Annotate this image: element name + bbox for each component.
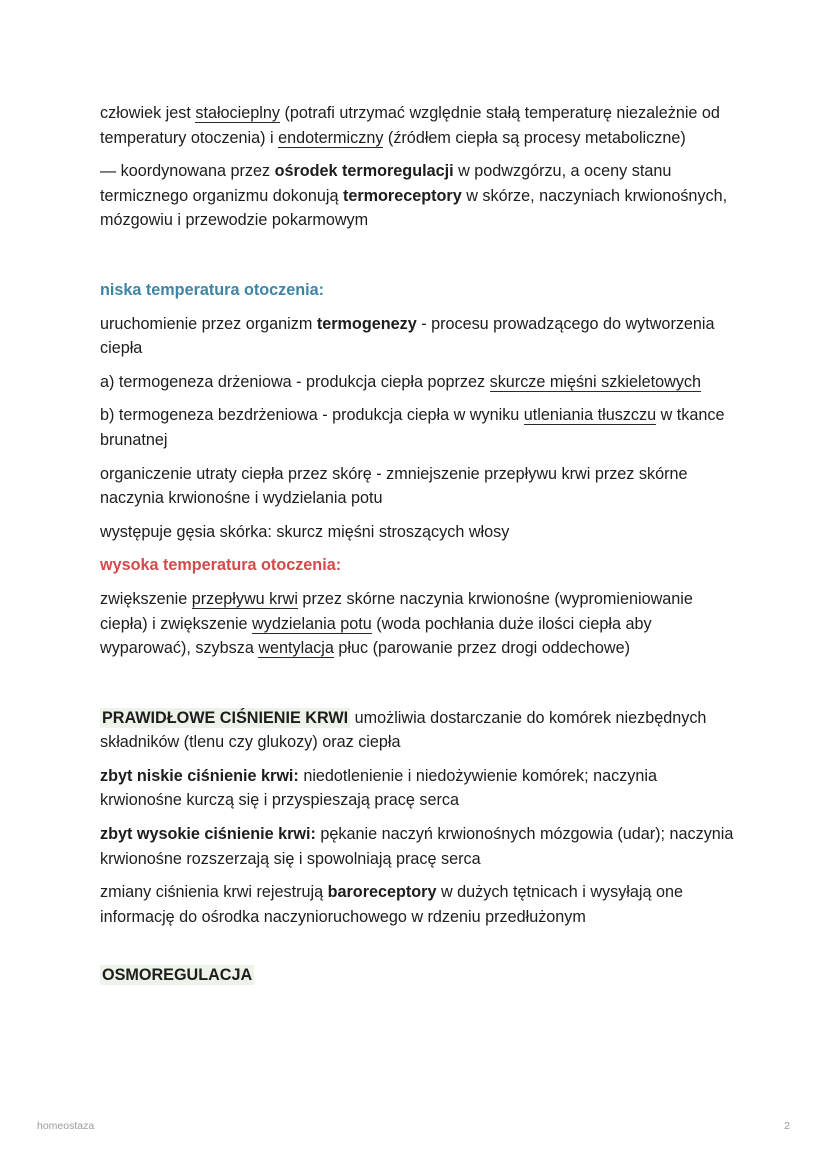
paragraph-wysokie-cisnienie: zbyt wysokie ciśnienie krwi: pękanie naczyń krwionośnych mózgowia (udar); naczynia krwionośne rozszerzają się i spowolniają pracę serca — [100, 825, 734, 868]
underlined-term: utleniania tłuszczu — [523, 406, 657, 425]
paragraph-cisnienie: PRAWIDŁOWE CIŚNIENIE KRWI umożliwia dostarczanie do komórek niezbędnych składników (tlenu czy glukozy) oraz ciepła — [100, 708, 707, 752]
low-temperature-heading: niska temperatura otoczenia: — [100, 280, 324, 299]
paragraph-wysoka-temperatura: zwiększenie przepływu krwi przez skórne naczynia krwionośne (wypromieniowanie ciepła) i zwiększenie wydzielania potu (woda pochłania duże ilości ciepła aby wyparować), szybsza wentylacja płuc (parowanie przez drogi oddechowe) — [100, 589, 693, 658]
paragraph-bezdrzeniowa: b) termogeneza bezdrżeniowa - produkcja ciepła w wyniku utleniania tłuszczu w tkance brunatnej — [100, 406, 725, 449]
footer-document-name: homeostaza — [37, 1120, 95, 1132]
bold-term: zbyt niskie ciśnienie krwi: — [100, 766, 299, 785]
underlined-term: przepływu krwi — [191, 589, 298, 608]
bold-term: termoreceptory — [342, 186, 462, 205]
paragraph-niskie-cisnienie: zbyt niskie ciśnienie krwi: niedotlenienie i niedożywienie komórek; naczynia krwionośne kurczą się i przyspieszają pracę serca — [100, 766, 657, 810]
document-body — [100, 101, 740, 997]
paragraph-stalocieplny: człowiek jest stałocieplny (potrafi utrzymać względnie stałą temperaturę niezależnie od temperatury otoczenia) i endotermiczny (źródłem ciepła są procesy metaboliczne) — [100, 104, 720, 147]
paragraph-termogeneza: uruchomienie przez organizm termogenezy - procesu prowadzącego do wytworzenia ciepła — [100, 314, 715, 358]
highlighted-heading: PRAWIDŁOWE CIŚNIENIE KRWI — [102, 708, 349, 727]
osmoregulation-heading — [100, 963, 740, 988]
highlighted-heading: OSMOREGULACJA — [102, 966, 253, 985]
underlined-term: endotermiczny — [278, 128, 384, 147]
bold-term: termogenezy — [316, 314, 417, 333]
bold-term: ośrodek termoregulacji — [274, 162, 454, 181]
bold-term: zbyt wysokie ciśnienie krwi: — [100, 825, 316, 844]
underlined-term: wydzielania potu — [252, 614, 372, 633]
underlined-term: stałocieplny — [195, 104, 280, 122]
high-temperature-heading: wysoka temperatura otoczenia: — [100, 556, 342, 575]
paragraph-termoregulacja: — koordynowana przez ośrodek termoregulacji w podwzgórzu, a oceny stanu termicznego organizmu dokonują termoreceptory w skórze, naczyniach krwionośnych, mózgowiu i przewodzie pokarmowym — [100, 162, 728, 230]
paragraph-ograniczenie: organiczenie utraty ciepła przez skórę - zmniejszenie przepływu krwi przez skórne naczynia krwionośne i wydzielania potu — [100, 464, 688, 508]
bold-term: baroreceptory — [327, 883, 437, 902]
paragraph-gesia-skorka: występuje gęsia skórka: skurcz mięśni stroszących włosy — [100, 522, 510, 541]
footer-page-number: 2 — [784, 1120, 790, 1132]
underlined-term: wentylacja — [258, 639, 334, 658]
paragraph-baroreceptory: zmiany ciśnienia krwi rejestrują baroreceptory w dużych tętnicach i wysyłają one informację do ośrodka naczynioruchowego w rdzeniu przedłużonym — [100, 883, 683, 926]
underlined-term: skurcze mięśni szkieletowych — [489, 372, 702, 391]
paragraph-drzeniowa: a) termogeneza drżeniowa - produkcja ciepła poprzez skurcze mięśni szkieletowych — [100, 372, 702, 391]
